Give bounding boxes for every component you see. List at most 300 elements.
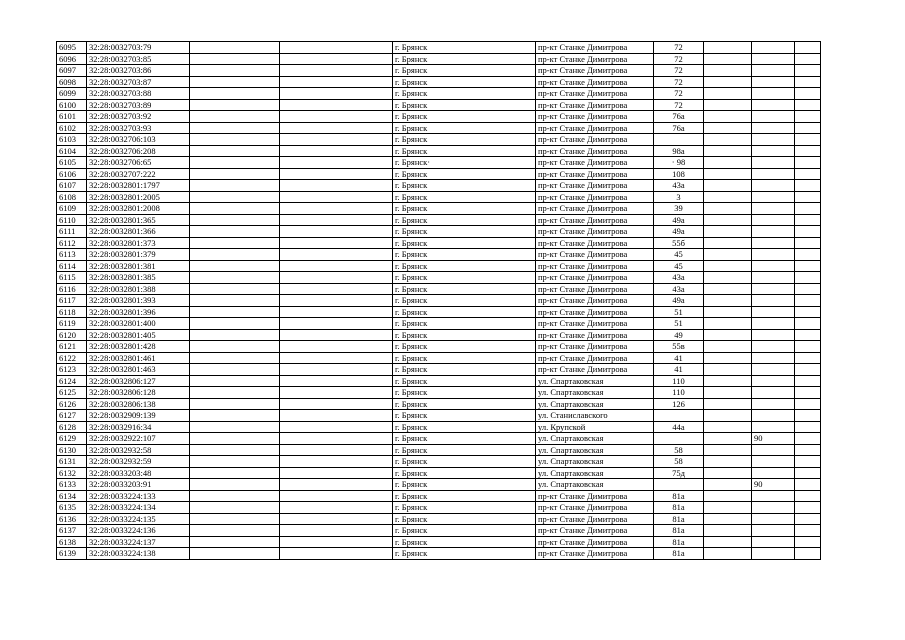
city-cell: г. Брянск (393, 203, 536, 215)
city-cell: г. Брянск (393, 168, 536, 180)
col-9-cell (752, 65, 795, 77)
col-9-cell (752, 249, 795, 261)
col-3-cell (190, 122, 280, 134)
row-number-cell: 6100 (57, 99, 87, 111)
street-cell: пр-кт Станке Димитрова (536, 329, 654, 341)
house-number-cell: 81а (654, 513, 704, 525)
house-number-cell: 72 (654, 53, 704, 65)
street-cell: ул. Спартаковская (536, 467, 654, 479)
col-4-cell (280, 260, 393, 272)
col-8-cell (704, 295, 752, 307)
table-row (57, 456, 821, 468)
col-8-cell (704, 272, 752, 284)
house-number-cell: 72 (654, 88, 704, 100)
col-3-cell (190, 260, 280, 272)
city-cell: г. Брянск (393, 502, 536, 514)
col-8-cell (704, 249, 752, 261)
street-cell: ул. Спартаковская (536, 479, 654, 491)
col-8-cell (704, 444, 752, 456)
col-9-cell (752, 352, 795, 364)
cadastral-number-cell: 32:28:0032801:366 (87, 226, 190, 238)
city-cell: г. Брянск (393, 444, 536, 456)
cadastral-number-cell: 32:28:0032703:79 (87, 42, 190, 54)
city-cell: г. Брянск (393, 295, 536, 307)
house-number-cell: 43а (654, 272, 704, 284)
city-cell: г. Брянск (393, 249, 536, 261)
col-9-cell (752, 456, 795, 468)
col-4-cell (280, 364, 393, 376)
house-number-cell: 44а (654, 421, 704, 433)
city-cell: г. Брянск (393, 65, 536, 77)
street-cell: пр-кт Станке Димитрова (536, 76, 654, 88)
col-10-cell (795, 214, 821, 226)
col-9-cell (752, 145, 795, 157)
cadastral-number-cell: 32:28:0032801:365 (87, 214, 190, 226)
col-10-cell (795, 398, 821, 410)
city-cell: г. Брянск (393, 42, 536, 54)
col-9-cell: 90 (752, 479, 795, 491)
house-number-cell: 55в (654, 341, 704, 353)
col-4-cell (280, 479, 393, 491)
cadastral-number-cell: 32:28:0032703:88 (87, 88, 190, 100)
col-4-cell (280, 341, 393, 353)
col-8-cell (704, 122, 752, 134)
street-cell: пр-кт Станке Димитрова (536, 226, 654, 238)
col-10-cell (795, 249, 821, 261)
col-3-cell (190, 295, 280, 307)
row-number-cell: 6136 (57, 513, 87, 525)
street-cell: ул. Спартаковская (536, 444, 654, 456)
cadastral-number-cell: 32:28:0032706:65 (87, 157, 190, 169)
col-9-cell (752, 490, 795, 502)
col-10-cell (795, 433, 821, 445)
row-number-cell: 6138 (57, 536, 87, 548)
row-number-cell: 6122 (57, 352, 87, 364)
table-row (57, 352, 821, 364)
col-9-cell (752, 536, 795, 548)
col-3-cell (190, 318, 280, 330)
col-3-cell (190, 226, 280, 238)
col-3-cell (190, 364, 280, 376)
col-9-cell (752, 122, 795, 134)
col-10-cell (795, 272, 821, 284)
col-9-cell (752, 467, 795, 479)
house-number-cell: 110 (654, 375, 704, 387)
col-3-cell (190, 272, 280, 284)
street-cell: пр-кт Станке Димитрова (536, 306, 654, 318)
street-cell: пр-кт Станке Димитрова (536, 180, 654, 192)
house-number-cell: 49а (654, 226, 704, 238)
cadastral-number-cell: 32:28:0032801:379 (87, 249, 190, 261)
cadastral-number-cell: 32:28:0032909:139 (87, 410, 190, 422)
col-8-cell (704, 283, 752, 295)
cadastral-number-cell: 32:28:0032806:138 (87, 398, 190, 410)
col-3-cell (190, 53, 280, 65)
city-cell: г. Брянск (393, 237, 536, 249)
col-10-cell (795, 364, 821, 376)
cadastral-number-cell: 32:28:0032801:1797 (87, 180, 190, 192)
cadastral-number-cell: 32:28:0032801:461 (87, 352, 190, 364)
col-4-cell (280, 490, 393, 502)
col-9-cell (752, 306, 795, 318)
col-10-cell (795, 145, 821, 157)
col-8-cell (704, 145, 752, 157)
city-cell: г. Брянск (393, 214, 536, 226)
col-3-cell (190, 111, 280, 123)
col-3-cell (190, 329, 280, 341)
table-row (57, 364, 821, 376)
table-row (57, 272, 821, 284)
cadastral-number-cell: 32:28:0033224:133 (87, 490, 190, 502)
col-8-cell (704, 433, 752, 445)
col-3-cell (190, 157, 280, 169)
col-9-cell (752, 398, 795, 410)
street-cell: пр-кт Станке Димитрова (536, 318, 654, 330)
cadastral-number-cell: 32:28:0033224:137 (87, 536, 190, 548)
city-cell: г. Брянск (393, 99, 536, 111)
col-8-cell (704, 134, 752, 146)
cadastral-number-cell: 32:28:0032806:128 (87, 387, 190, 399)
col-10-cell (795, 76, 821, 88)
row-number-cell: 6097 (57, 65, 87, 77)
city-cell: г. Брянск (393, 433, 536, 445)
cadastral-number-cell: 32:28:0032706:103 (87, 134, 190, 146)
city-cell: г. Брянск (393, 479, 536, 491)
col-4-cell (280, 421, 393, 433)
city-cell: г. Брянск (393, 145, 536, 157)
city-cell: г. Брянск (393, 88, 536, 100)
col-10-cell (795, 88, 821, 100)
col-8-cell (704, 513, 752, 525)
cadastral-number-cell: 32:28:0032703:93 (87, 122, 190, 134)
city-cell: г. Брянск (393, 375, 536, 387)
row-number-cell: 6133 (57, 479, 87, 491)
row-number-cell: 6117 (57, 295, 87, 307)
col-4-cell (280, 157, 393, 169)
table-row (57, 467, 821, 479)
col-8-cell (704, 329, 752, 341)
city-cell: г. Брянск (393, 525, 536, 537)
house-number-cell: 81а (654, 525, 704, 537)
col-9-cell (752, 111, 795, 123)
col-3-cell (190, 88, 280, 100)
table-row (57, 42, 821, 54)
row-number-cell: 6126 (57, 398, 87, 410)
col-10-cell (795, 329, 821, 341)
cadastral-number-cell: 32:28:0032801:2005 (87, 191, 190, 203)
col-3-cell (190, 536, 280, 548)
table-row (57, 53, 821, 65)
house-number-cell: 81а (654, 548, 704, 560)
col-4-cell (280, 53, 393, 65)
col-10-cell (795, 237, 821, 249)
col-8-cell (704, 525, 752, 537)
registry-table (56, 41, 821, 560)
col-8-cell (704, 157, 752, 169)
row-number-cell: 6118 (57, 306, 87, 318)
city-cell: г. Брянск (393, 191, 536, 203)
col-9-cell (752, 168, 795, 180)
house-number-cell: 81а (654, 536, 704, 548)
col-9-cell (752, 421, 795, 433)
col-9-cell (752, 513, 795, 525)
col-4-cell (280, 168, 393, 180)
col-3-cell (190, 214, 280, 226)
house-number-cell: 108 (654, 168, 704, 180)
col-10-cell (795, 122, 821, 134)
col-4-cell (280, 456, 393, 468)
table-row (57, 421, 821, 433)
street-cell: пр-кт Станке Димитрова (536, 203, 654, 215)
house-number-cell: 75д (654, 467, 704, 479)
col-10-cell (795, 525, 821, 537)
col-4-cell (280, 249, 393, 261)
table-body (57, 42, 821, 560)
col-10-cell (795, 42, 821, 54)
col-9-cell: 90 (752, 433, 795, 445)
table-row (57, 410, 821, 422)
row-number-cell: 6120 (57, 329, 87, 341)
col-3-cell (190, 421, 280, 433)
col-8-cell (704, 180, 752, 192)
row-number-cell: 6099 (57, 88, 87, 100)
col-10-cell (795, 444, 821, 456)
col-9-cell (752, 410, 795, 422)
cadastral-number-cell: 32:28:0032932:59 (87, 456, 190, 468)
street-cell: пр-кт Станке Димитрова (536, 214, 654, 226)
street-cell: пр-кт Станке Димитрова (536, 111, 654, 123)
table-row (57, 145, 821, 157)
col-8-cell (704, 467, 752, 479)
col-4-cell (280, 122, 393, 134)
street-cell: пр-кт Станке Димитрова (536, 295, 654, 307)
cadastral-number-cell: 32:28:0032706:208 (87, 145, 190, 157)
col-3-cell (190, 42, 280, 54)
col-8-cell (704, 203, 752, 215)
col-3-cell (190, 76, 280, 88)
street-cell: пр-кт Станке Димитрова (536, 65, 654, 77)
row-number-cell: 6129 (57, 433, 87, 445)
cadastral-number-cell: 32:28:0033224:136 (87, 525, 190, 537)
col-3-cell (190, 191, 280, 203)
table-row (57, 283, 821, 295)
col-9-cell (752, 364, 795, 376)
col-8-cell (704, 65, 752, 77)
row-number-cell: 6111 (57, 226, 87, 238)
col-9-cell (752, 99, 795, 111)
house-number-cell: 58 (654, 444, 704, 456)
col-3-cell (190, 203, 280, 215)
row-number-cell: 6121 (57, 341, 87, 353)
col-8-cell (704, 341, 752, 353)
col-9-cell (752, 203, 795, 215)
table-row (57, 513, 821, 525)
col-4-cell (280, 410, 393, 422)
city-cell: г. Брянск (393, 456, 536, 468)
col-3-cell (190, 180, 280, 192)
house-number-cell: 45 (654, 260, 704, 272)
col-3-cell (190, 548, 280, 560)
cadastral-number-cell: 32:28:0032801:2008 (87, 203, 190, 215)
col-10-cell (795, 157, 821, 169)
cadastral-number-cell: 32:28:0032703:89 (87, 99, 190, 111)
col-10-cell (795, 352, 821, 364)
street-cell: пр-кт Станке Димитрова (536, 341, 654, 353)
street-cell: пр-кт Станке Димитрова (536, 249, 654, 261)
house-number-cell: 81а (654, 502, 704, 514)
house-number-cell: · 98 (654, 157, 704, 169)
table-row (57, 99, 821, 111)
table-row (57, 111, 821, 123)
city-cell: г. Брянск (393, 421, 536, 433)
row-number-cell: 6112 (57, 237, 87, 249)
col-4-cell (280, 295, 393, 307)
table-row (57, 88, 821, 100)
house-number-cell: 43а (654, 283, 704, 295)
street-cell: ул. Спартаковская (536, 387, 654, 399)
col-9-cell (752, 318, 795, 330)
col-9-cell (752, 76, 795, 88)
col-8-cell (704, 168, 752, 180)
col-4-cell (280, 536, 393, 548)
table-row (57, 134, 821, 146)
city-cell: г. Брянск (393, 410, 536, 422)
col-10-cell (795, 375, 821, 387)
col-3-cell (190, 433, 280, 445)
house-number-cell (654, 433, 704, 445)
col-3-cell (190, 525, 280, 537)
street-cell: пр-кт Станке Димитрова (536, 168, 654, 180)
city-cell: г. Брянск (393, 111, 536, 123)
cadastral-number-cell: 32:28:0032801:393 (87, 295, 190, 307)
city-cell: г. Брянск (393, 536, 536, 548)
house-number-cell (654, 479, 704, 491)
row-number-cell: 6107 (57, 180, 87, 192)
col-4-cell (280, 444, 393, 456)
col-9-cell (752, 134, 795, 146)
col-9-cell (752, 214, 795, 226)
city-cell: г. Брянск (393, 387, 536, 399)
col-10-cell (795, 479, 821, 491)
cadastral-number-cell: 32:28:0033203:91 (87, 479, 190, 491)
col-9-cell (752, 272, 795, 284)
cadastral-number-cell: 32:28:0032806:127 (87, 375, 190, 387)
col-4-cell (280, 88, 393, 100)
street-cell: пр-кт Станке Димитрова (536, 122, 654, 134)
house-number-cell: 3 (654, 191, 704, 203)
house-number-cell: 110 (654, 387, 704, 399)
col-10-cell (795, 53, 821, 65)
cadastral-number-cell: 32:28:0032703:92 (87, 111, 190, 123)
col-10-cell (795, 548, 821, 560)
city-cell: г. Брянск (393, 318, 536, 330)
cadastral-number-cell: 32:28:0032703:86 (87, 65, 190, 77)
street-cell: пр-кт Станке Димитрова (536, 191, 654, 203)
row-number-cell: 6102 (57, 122, 87, 134)
row-number-cell: 6137 (57, 525, 87, 537)
col-3-cell (190, 249, 280, 261)
row-number-cell: 6108 (57, 191, 87, 203)
row-number-cell: 6106 (57, 168, 87, 180)
col-9-cell (752, 375, 795, 387)
col-4-cell (280, 203, 393, 215)
col-8-cell (704, 306, 752, 318)
row-number-cell: 6131 (57, 456, 87, 468)
table-row (57, 318, 821, 330)
house-number-cell: 49 (654, 329, 704, 341)
street-cell: пр-кт Станке Димитрова (536, 490, 654, 502)
table-row (57, 479, 821, 491)
col-10-cell (795, 513, 821, 525)
street-cell: пр-кт Станке Димитрова (536, 260, 654, 272)
house-number-cell: 41 (654, 352, 704, 364)
cadastral-number-cell: 32:28:0032801:463 (87, 364, 190, 376)
col-8-cell (704, 548, 752, 560)
city-cell: г. Брянск (393, 341, 536, 353)
col-4-cell (280, 502, 393, 514)
house-number-cell (654, 410, 704, 422)
house-number-cell: 43а (654, 180, 704, 192)
row-number-cell: 6130 (57, 444, 87, 456)
row-number-cell: 6123 (57, 364, 87, 376)
col-3-cell (190, 99, 280, 111)
house-number-cell: 72 (654, 99, 704, 111)
city-cell: г. Брянск (393, 226, 536, 238)
col-10-cell (795, 387, 821, 399)
col-4-cell (280, 375, 393, 387)
col-10-cell (795, 180, 821, 192)
street-cell: ул. Спартаковская (536, 375, 654, 387)
row-number-cell: 6116 (57, 283, 87, 295)
house-number-cell: 126 (654, 398, 704, 410)
row-number-cell: 6134 (57, 490, 87, 502)
cadastral-number-cell: 32:28:0032801:400 (87, 318, 190, 330)
row-number-cell: 6104 (57, 145, 87, 157)
row-number-cell: 6109 (57, 203, 87, 215)
col-8-cell (704, 88, 752, 100)
street-cell: пр-кт Станке Димитрова (536, 548, 654, 560)
row-number-cell: 6101 (57, 111, 87, 123)
row-number-cell: 6128 (57, 421, 87, 433)
city-cell: г. Брянск (393, 122, 536, 134)
table-row (57, 329, 821, 341)
row-number-cell: 6114 (57, 260, 87, 272)
col-10-cell (795, 191, 821, 203)
col-3-cell (190, 502, 280, 514)
house-number-cell (654, 134, 704, 146)
row-number-cell: 6098 (57, 76, 87, 88)
col-4-cell (280, 111, 393, 123)
col-9-cell (752, 53, 795, 65)
row-number-cell: 6105 (57, 157, 87, 169)
col-8-cell (704, 387, 752, 399)
house-number-cell: 76а (654, 122, 704, 134)
col-4-cell (280, 99, 393, 111)
col-9-cell (752, 157, 795, 169)
street-cell: пр-кт Станке Димитрова (536, 134, 654, 146)
table-row (57, 444, 821, 456)
table-row (57, 260, 821, 272)
col-3-cell (190, 410, 280, 422)
cadastral-number-cell: 32:28:0032801:381 (87, 260, 190, 272)
row-number-cell: 6110 (57, 214, 87, 226)
table-row (57, 433, 821, 445)
col-8-cell (704, 318, 752, 330)
col-4-cell (280, 548, 393, 560)
col-3-cell (190, 387, 280, 399)
col-3-cell (190, 513, 280, 525)
table-row (57, 375, 821, 387)
